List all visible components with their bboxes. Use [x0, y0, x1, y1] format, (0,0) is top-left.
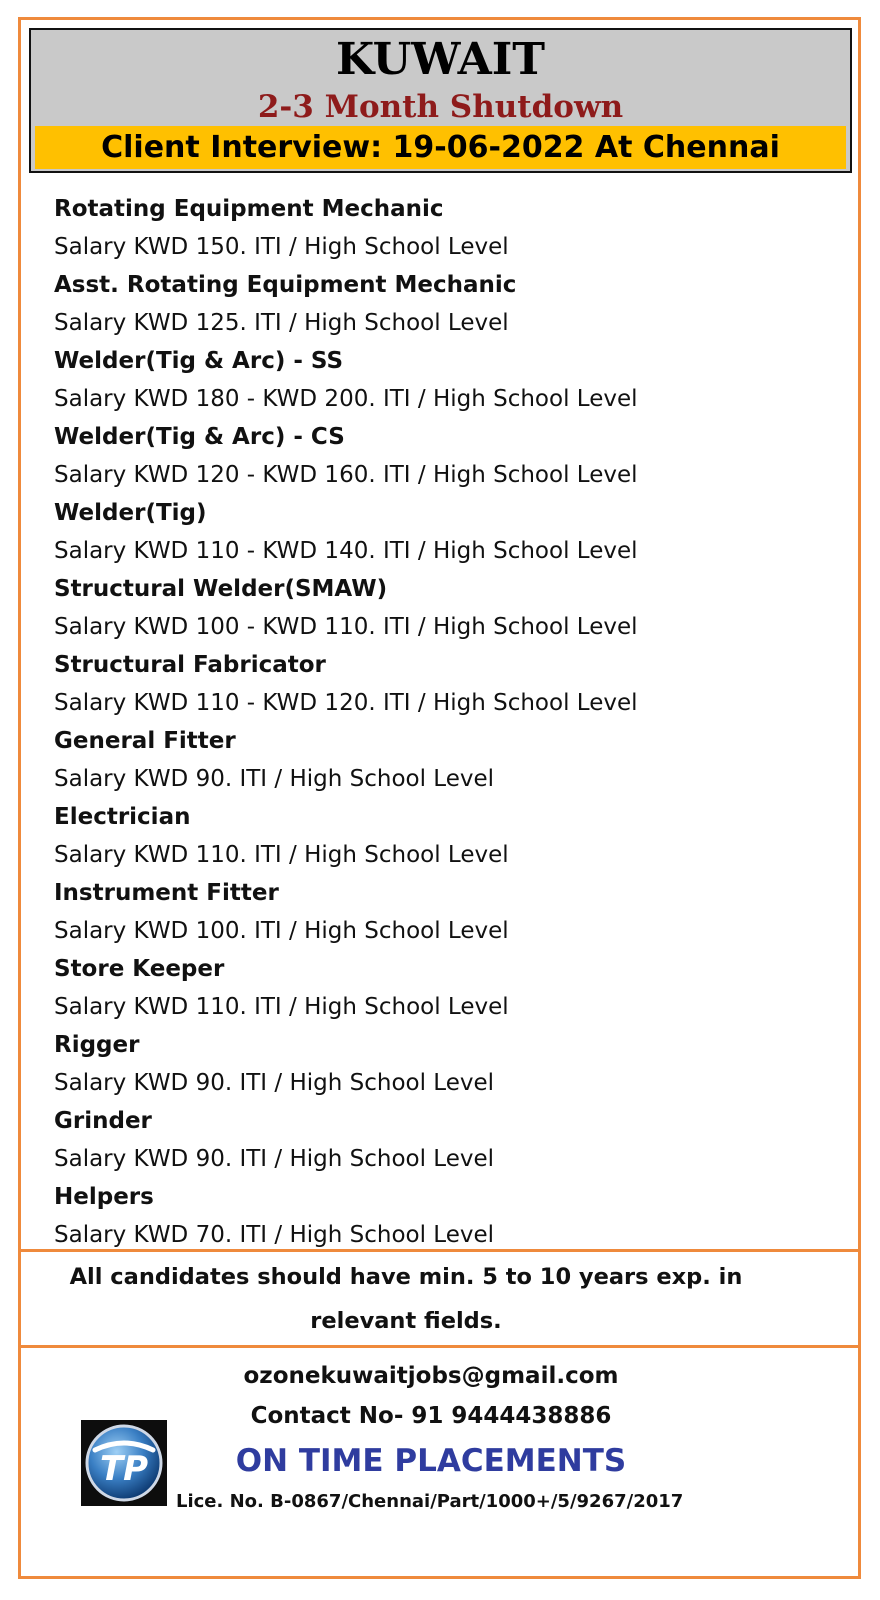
- job-salary: Salary KWD 90. ITI / High School Level: [54, 1070, 495, 1096]
- job-salary: Salary KWD 100. ITI / High School Level: [54, 918, 509, 944]
- job-salary: Salary KWD 70. ITI / High School Level: [54, 1222, 495, 1248]
- job-item: [54, 190, 814, 266]
- logo-letters: TP: [99, 1449, 149, 1489]
- job-item: [54, 874, 814, 950]
- job-title: General Fitter: [54, 728, 236, 754]
- job-title: Rotating Equipment Mechanic: [54, 196, 444, 222]
- job-item: [54, 342, 814, 418]
- job-title: Welder(Tig): [54, 500, 207, 526]
- job-item: [54, 418, 814, 494]
- section-divider: [21, 1345, 858, 1348]
- poster-header: [29, 28, 852, 173]
- job-title: Instrument Fitter: [54, 880, 279, 906]
- job-title: Structural Fabricator: [54, 652, 326, 678]
- job-salary: Salary KWD 100 - KWD 110. ITI / High School Level: [54, 614, 638, 640]
- job-item: [54, 494, 814, 570]
- job-title: Grinder: [54, 1108, 152, 1134]
- job-item: [54, 950, 814, 1026]
- experience-note-line: relevant fields.: [310, 1308, 502, 1334]
- job-salary: Salary KWD 120 - KWD 160. ITI / High School Level: [54, 462, 638, 488]
- job-salary: Salary KWD 110. ITI / High School Level: [54, 994, 509, 1020]
- job-item: [54, 1102, 814, 1178]
- job-title: Helpers: [54, 1184, 154, 1210]
- section-divider: [21, 1249, 858, 1252]
- job-salary: Salary KWD 110 - KWD 120. ITI / High School Level: [54, 690, 638, 716]
- job-item: [54, 570, 814, 646]
- job-item: [54, 798, 814, 874]
- company-name: ON TIME PLACEMENTS: [235, 1443, 627, 1479]
- job-salary: Salary KWD 125. ITI / High School Level: [54, 310, 509, 336]
- job-title: Welder(Tig & Arc) - SS: [54, 348, 344, 374]
- job-title: Asst. Rotating Equipment Mechanic: [54, 272, 517, 298]
- job-title: Rigger: [54, 1032, 140, 1058]
- contact-email[interactable]: ozonekuwaitjobs@gmail.com: [243, 1363, 619, 1389]
- job-item: [54, 266, 814, 342]
- job-title: Welder(Tig & Arc) - CS: [54, 424, 345, 450]
- job-item: [54, 1026, 814, 1102]
- interview-banner: Client Interview: 19-06-2022 At Chennai: [35, 126, 846, 169]
- poster-frame: [18, 17, 861, 1579]
- experience-note-line: All candidates should have min. 5 to 10 years exp. in: [69, 1264, 743, 1290]
- job-item: [54, 722, 814, 798]
- job-salary: Salary KWD 110. ITI / High School Level: [54, 842, 509, 868]
- company-logo-icon: [81, 1420, 167, 1506]
- job-salary: Salary KWD 110 - KWD 140. ITI / High School Level: [54, 538, 638, 564]
- job-item: [54, 1178, 814, 1254]
- contact-phone[interactable]: Contact No- 91 9444438886: [250, 1403, 612, 1429]
- job-salary: Salary KWD 150. ITI / High School Level: [54, 234, 509, 260]
- job-title: Electrician: [54, 804, 191, 830]
- job-salary: Salary KWD 90. ITI / High School Level: [54, 766, 495, 792]
- country-title: KUWAIT: [335, 34, 546, 85]
- experience-note: [21, 1255, 791, 1343]
- job-list: [54, 190, 814, 1254]
- job-title: Structural Welder(SMAW): [54, 576, 388, 602]
- job-salary: Salary KWD 90. ITI / High School Level: [54, 1146, 495, 1172]
- licence-number: Lice. No. B-0867/Chennai/Part/1000+/5/9267/2017: [176, 1491, 684, 1512]
- duration-subtitle: 2-3 Month Shutdown: [257, 89, 624, 125]
- job-salary: Salary KWD 180 - KWD 200. ITI / High School Level: [54, 386, 638, 412]
- job-title: Store Keeper: [54, 956, 225, 982]
- job-item: [54, 646, 814, 722]
